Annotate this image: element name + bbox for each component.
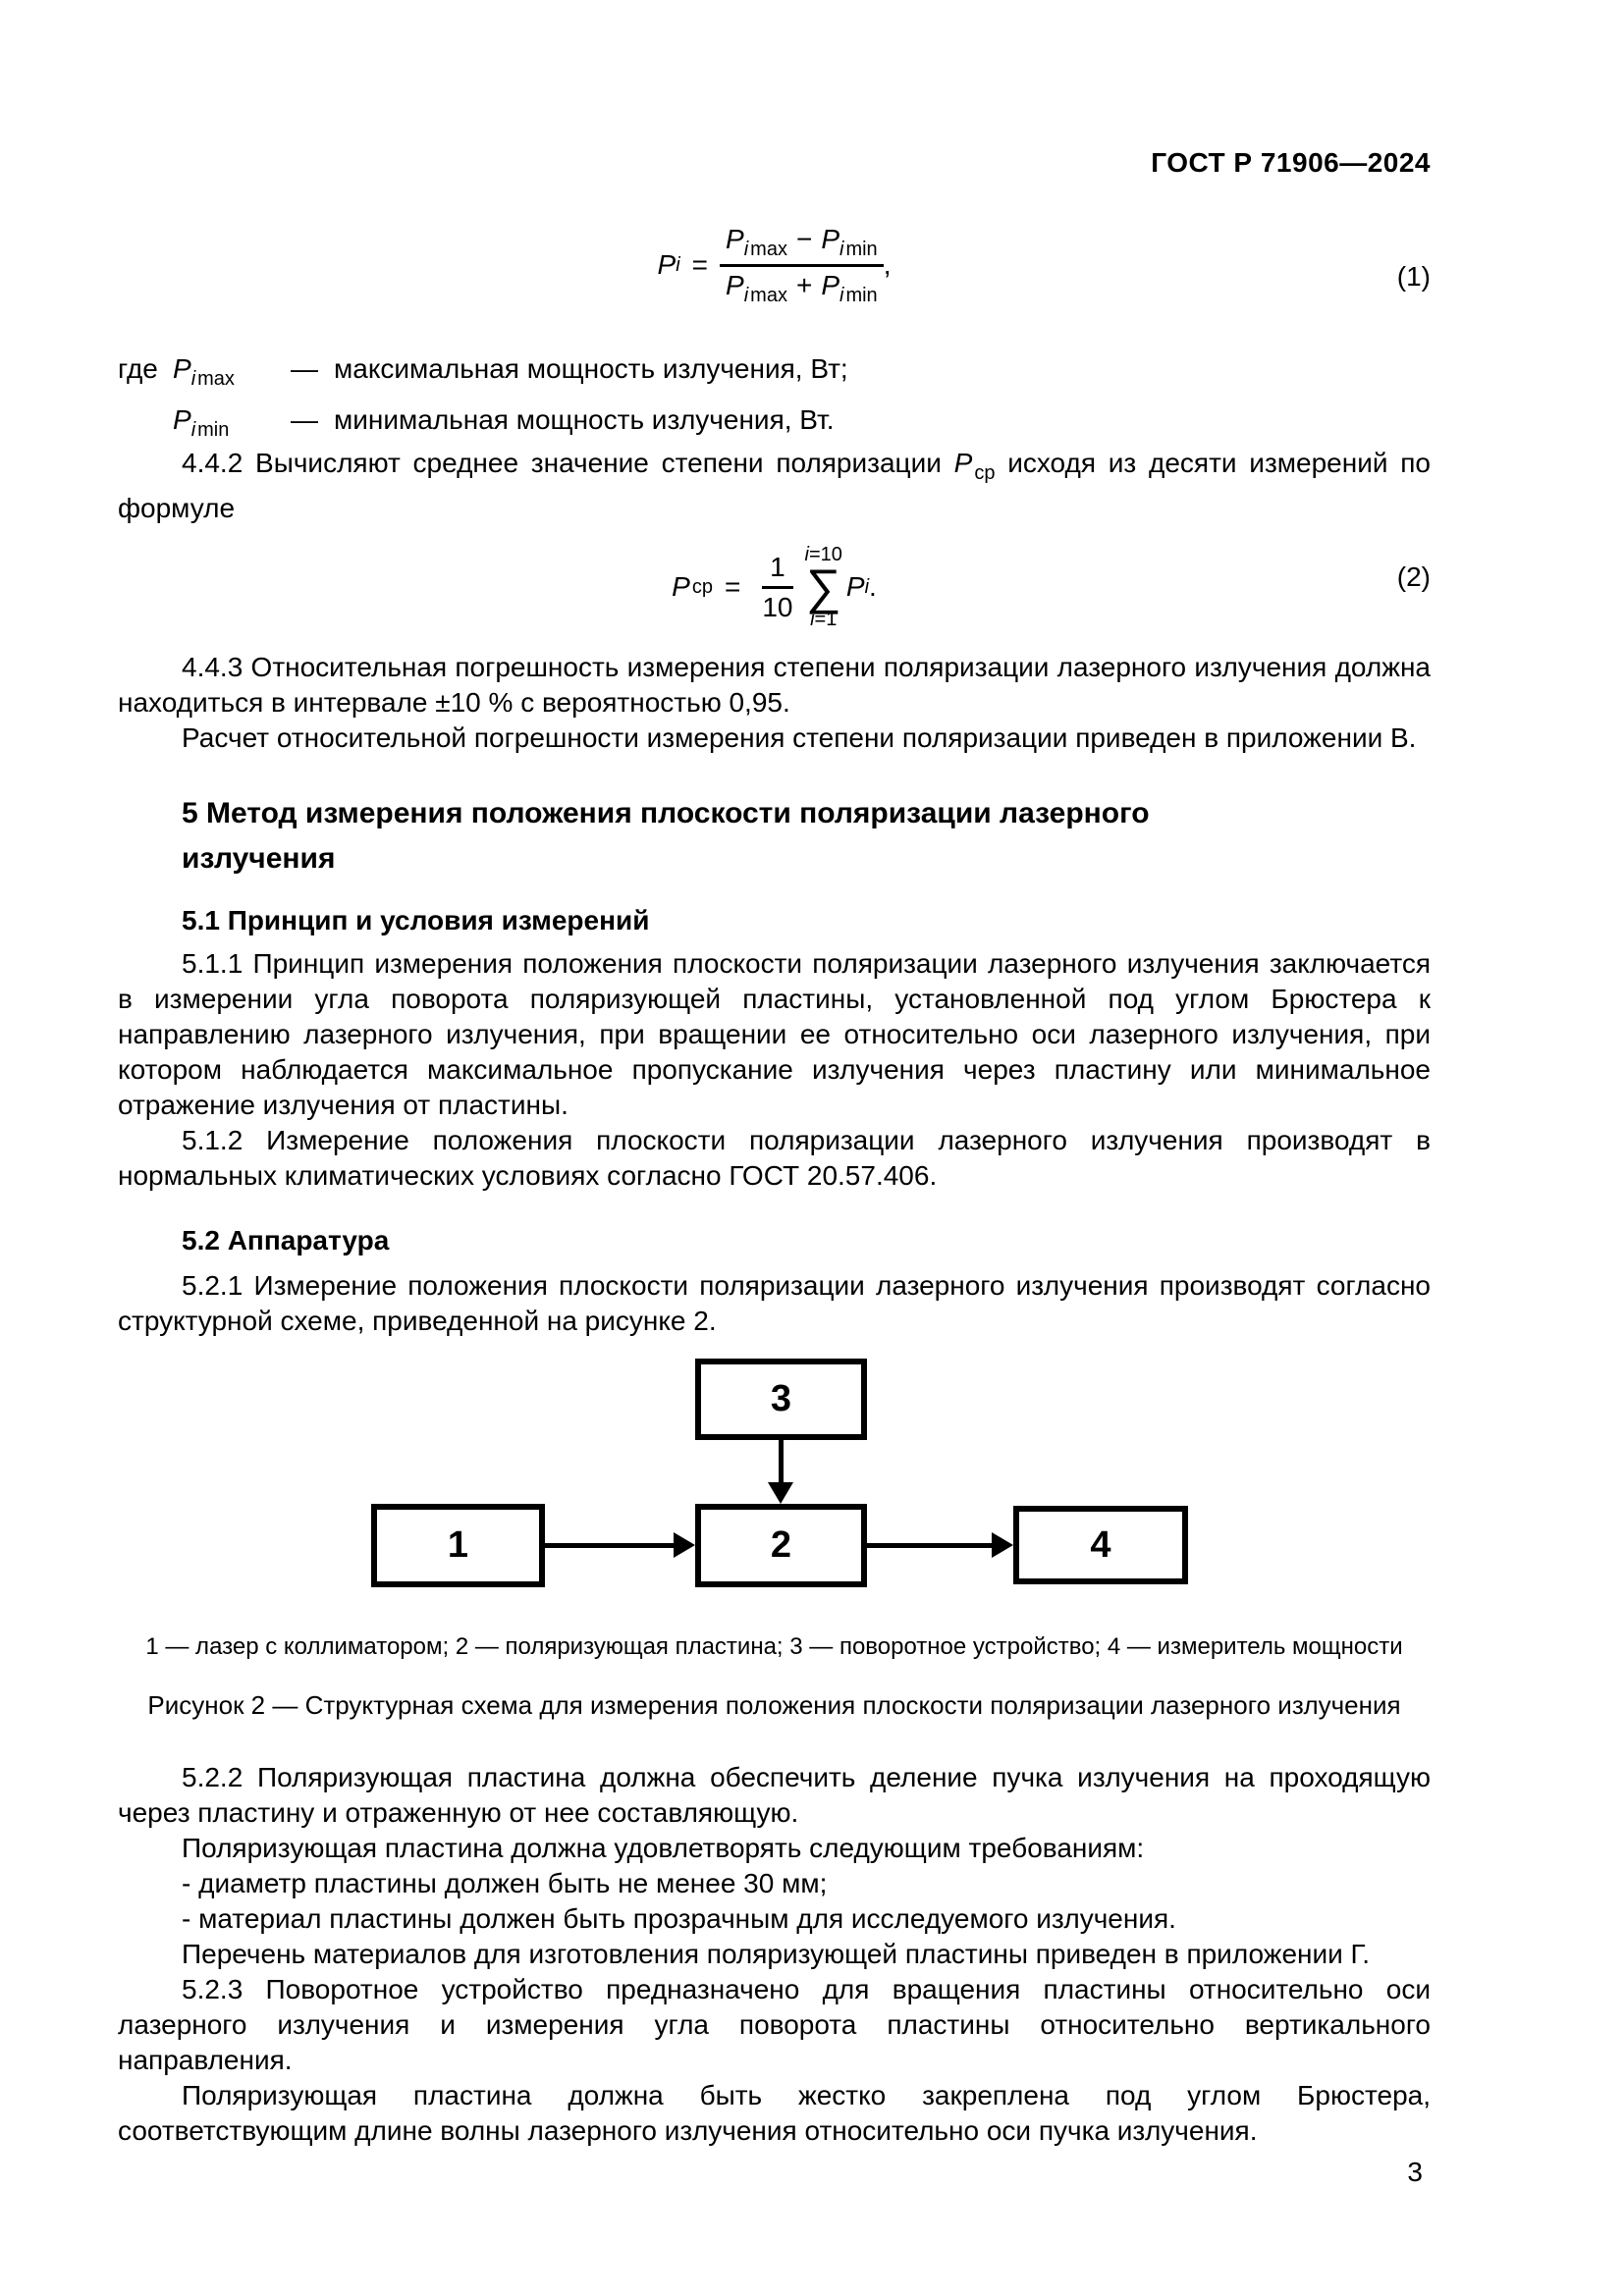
paragraph-5-1-1: 5.1.1 Принцип измерения положения плоскости поляризации лазерного излучения заключается в измерении угла поворота поляризующей пластины, установленной под углом Брюстера к направлению лазерного излучения, при вращении ее относительно оси лазерного излучения, при котором наблюдается максимальное пропускание излучения через пластину или минимальное отражение излучения от пластины.: [118, 948, 1431, 1120]
paragraph-5-2-3: 5.2.3 Поворотное устройство предназначено для вращения пластины относительно оси лазерного излучения и измерения угла поворота пластины относительно вертикального направления.: [118, 1974, 1431, 2075]
figure-box-3: 3: [695, 1359, 867, 1440]
formula-1: P i = $\frac{P_{i max} - P_{i min}}{P_{i max} + P_{i min}}$ , (1): [657, 223, 1431, 306]
sum-lower-limit: i=1: [810, 609, 838, 630]
where-block: [118, 344, 1431, 446]
fraction: [720, 224, 884, 307]
equals-sign: =: [724, 571, 741, 602]
figure-2-diagram: [118, 1359, 1431, 1589]
equals-sign: =: [691, 249, 709, 280]
sum-operator: [805, 544, 842, 630]
arrow-1-to-2: [545, 1543, 675, 1548]
minus-sign: −: [795, 223, 813, 254]
sigma-symbol: ∑: [805, 560, 841, 614]
formula-1-lhs: P: [657, 249, 677, 280]
section-5-2-heading: 5.2 Аппаратура: [182, 1225, 390, 1255]
figure-box-2: 2: [695, 1504, 867, 1587]
figure-box-1: 1: [371, 1504, 545, 1587]
arrow-3-to-2: [779, 1440, 784, 1483]
list-item-diameter: - диаметр пластины должен быть не менее 30 мм;: [182, 1868, 828, 1898]
paragraph-4-4-2: 4.4.2 Вычисляют среднее значение степени поляризации P $_{ср}$ исходя из десяти измерений по формуле: [118, 448, 1431, 523]
sum-upper-limit: i=10: [804, 544, 842, 565]
page-number: 3: [1407, 2157, 1423, 2187]
paragraph-5-2-3-note: Поляризующая пластина должна быть жестко закреплена под углом Брюстера, соответствующим длине волны лазерного излучения относительно оси пучка излучения.: [118, 2080, 1431, 2146]
arrowhead-right-icon: [992, 1532, 1013, 1558]
figure-legend: 1 — лазер с коллиматором; 2 — поляризующая пластина; 3 — поворотное устройство; 4 — измеритель мощности: [145, 1633, 1403, 1660]
list-item-material: - материал пластины должен быть прозрачным для исследуемого излучения.: [182, 1903, 1176, 1934]
formula-2: P ср = $\frac{1}{10}$ i=10 ∑ i=1 P i . (2): [672, 544, 1431, 630]
figure-caption: Рисунок 2 — Структурная схема для измерения положения плоскости поляризации лазерного излучения: [147, 1690, 1401, 1720]
paragraph-4-4-3: 4.4.3 Относительная погрешность измерения степени поляризации лазерного излучения должна находиться в интервале ±10 % с вероятностью 0,95.: [118, 652, 1431, 718]
formula-2-lhs: P: [672, 571, 690, 602]
section-5-1-heading: 5.1 Принцип и условия измерений: [182, 905, 650, 935]
paragraph-5-2-2-req: Поляризующая пластина должна удовлетворять следующим требованиям:: [182, 1833, 1145, 1863]
figure-box-4: 4: [1013, 1506, 1188, 1584]
arrow-2-to-4: [867, 1543, 993, 1548]
plus-sign: +: [795, 269, 813, 300]
where-line-min: $P_{i min}$ — минимальная мощность излучения, Вт.: [173, 404, 835, 441]
document-code: ГОСТ Р 71906—2024: [1151, 147, 1431, 178]
arrowhead-down-icon: [768, 1482, 793, 1504]
formula-1-number: (1): [1396, 261, 1431, 292]
paragraph-5-2-2: 5.2.2 Поляризующая пластина должна обеспечить деление пучка излучения на проходящую через пластину и отраженную от нее составляющую.: [118, 1762, 1431, 1828]
paragraph-5-2-2-note: Перечень материалов для изготовления поляризующей пластины приведен в приложении Г.: [182, 1939, 1371, 1969]
fraction-numerator: $P_{i max} - P_{i min}$: [720, 224, 884, 267]
formula-2-number: (2): [1396, 561, 1431, 592]
paragraph-5-1-2: 5.1.2 Измерение положения плоскости поляризации лазерного излучения производят в нормальных климатических условиях согласно ГОСТ 20.57.406.: [118, 1125, 1431, 1191]
paragraph-4-4-3-note: Расчет относительной погрешности измерения степени поляризации приведен в приложении В.: [182, 722, 1417, 753]
fraction-denominator: $P_{i max} + P_{i min}$: [726, 269, 878, 306]
arrowhead-right-icon: [674, 1532, 695, 1558]
fraction: $\frac{1}{10}$: [762, 551, 793, 622]
where-line-max: где $P_{i max}$ — максимальная мощность излучения, Вт;: [118, 353, 848, 390]
section-5-heading: 5 Метод измерения положения плоскости поляризации лазерного излучения: [182, 797, 1150, 875]
paragraph-5-2-1: 5.2.1 Измерение положения плоскости поляризации лазерного излучения производят согласно структурной схеме, приведенной на рисунке 2.: [118, 1270, 1431, 1336]
